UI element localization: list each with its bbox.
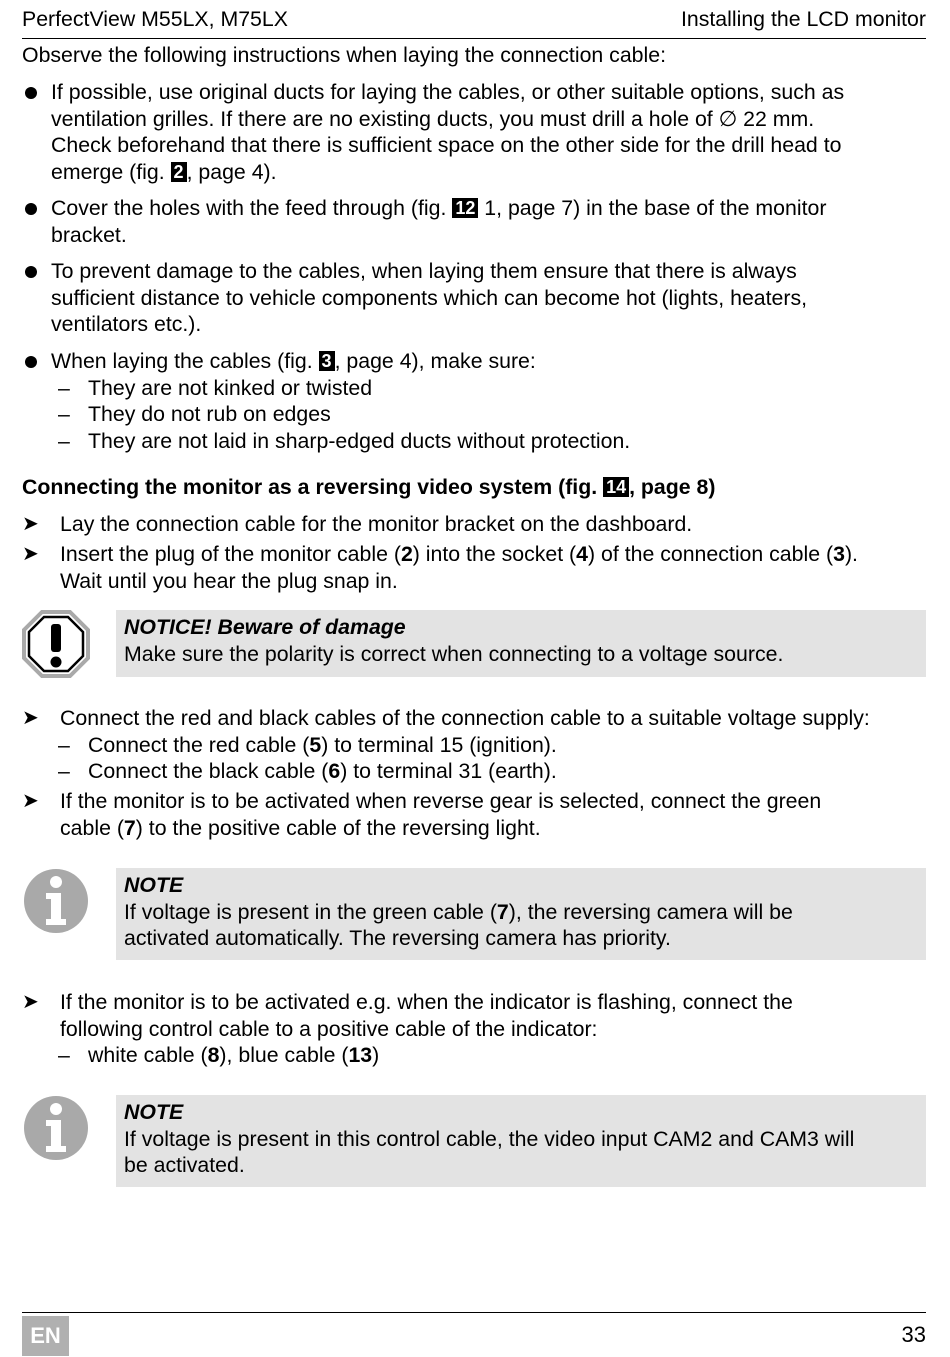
info-icon — [22, 867, 90, 935]
instruction-step: ➤ If the monitor is to be activated e.g. when the indicator is flashing, connect the following control cable to a positive cable of the indicator: – white cable (8), blue cable (13) — [22, 989, 932, 1069]
header-chapter: Installing the LCD monitor — [680, 7, 926, 31]
arrow-icon: ➤ — [22, 991, 39, 1013]
bullet-dot-icon — [25, 266, 37, 278]
intro-text: Observe the following instructions when laying the connection cable: — [22, 43, 667, 67]
figure-ref: 14 — [603, 477, 629, 497]
dash-item: – They are not laid in sharp-edged ducts without protection. — [58, 428, 631, 453]
dash-item: – Connect the red cable (5) to terminal 15 (ignition). — [58, 732, 557, 757]
section-heading: Connecting the monitor as a reversing video system (fig. 14 , page 8) — [22, 475, 716, 499]
header-product: PerfectView M55LX, M75LX — [22, 7, 288, 31]
figure-ref: 2 — [171, 162, 187, 182]
arrow-icon: ➤ — [22, 707, 39, 729]
info-icon — [22, 1094, 90, 1162]
language-badge: EN — [22, 1316, 69, 1356]
instruction-step: ➤ Insert the plug of the monitor cable (2) into the socket (4) of the connection cable (3). Wait until you hear the plug snap in. — [22, 542, 858, 593]
note-title: NOTE — [124, 873, 184, 897]
bullet-item: Cover the holes with the feed through (fig. 12 1, page 7) in the base of the monitor bracket. — [22, 195, 927, 248]
warning-octagon-icon — [22, 610, 90, 678]
dash-item: – They are not kinked or twisted — [58, 375, 373, 400]
bullet-dot-icon — [25, 203, 37, 215]
note-title: NOTE — [124, 1100, 184, 1124]
note-box: NOTE If voltage is present in this control cable, the video input CAM2 and CAM3 will be activated. — [116, 1095, 926, 1187]
page-number: 33 — [901, 1322, 926, 1347]
bullet-item: If possible, use original ducts for laying the cables, or other suitable options, such as ventilation grilles. If there are no existing ducts, you must drill a hole of ∅ 22 mm. Check beforehand that there is sufficient space on the other side for the drill head to emerge (fig. 2 , page 4). — [22, 79, 927, 185]
note-box: NOTE If voltage is present in the green cable (7), the reversing camera will be activated automatically. The reversing camera has priority. — [116, 868, 926, 960]
figure-ref: 12 — [452, 198, 478, 218]
arrow-icon: ➤ — [22, 543, 39, 565]
bullet-dot-icon — [25, 87, 37, 99]
footer-rule — [22, 1312, 926, 1313]
notice-title: NOTICE! Beware of damage — [124, 615, 406, 639]
notice-box — [116, 610, 926, 677]
instruction-step: ➤ Connect the red and black cables of the connection cable to a suitable voltage supply: – Connect the red cable (5) to terminal 15 (ignition). – Connect the black cable (6) to terminal 31 (earth). — [22, 705, 932, 785]
bullet-item: When laying the cables (fig. 3 , page 4), make sure: – They are not kinked or twisted – They do not rub on edges – They are not laid in sharp-edged ducts without protection. — [22, 348, 927, 454]
instruction-step: ➤ If the monitor is to be activated when reverse gear is selected, connect the green cable (7) to the positive cable of the reversing light. — [22, 789, 822, 840]
figure-ref: 3 — [319, 351, 335, 371]
instruction-step: ➤ Lay the connection cable for the monitor bracket on the dashboard. — [22, 512, 693, 536]
bullet-dot-icon — [25, 356, 37, 368]
dash-item: – They do not rub on edges — [58, 402, 331, 427]
bullet-item: To prevent damage to the cables, when laying them ensure that there is always sufficient distance to vehicle components which can become hot (lights, heaters, ventilators etc.). — [22, 258, 927, 338]
running-header — [22, 6, 926, 39]
dash-item: – Connect the black cable (6) to terminal 31 (earth). — [58, 759, 557, 784]
dash-item: – white cable (8), blue cable (13) — [58, 1043, 380, 1068]
arrow-icon: ➤ — [22, 790, 39, 812]
notice-text: Make sure the polarity is correct when connecting to a voltage source. — [124, 641, 784, 666]
arrow-icon: ➤ — [22, 513, 39, 535]
